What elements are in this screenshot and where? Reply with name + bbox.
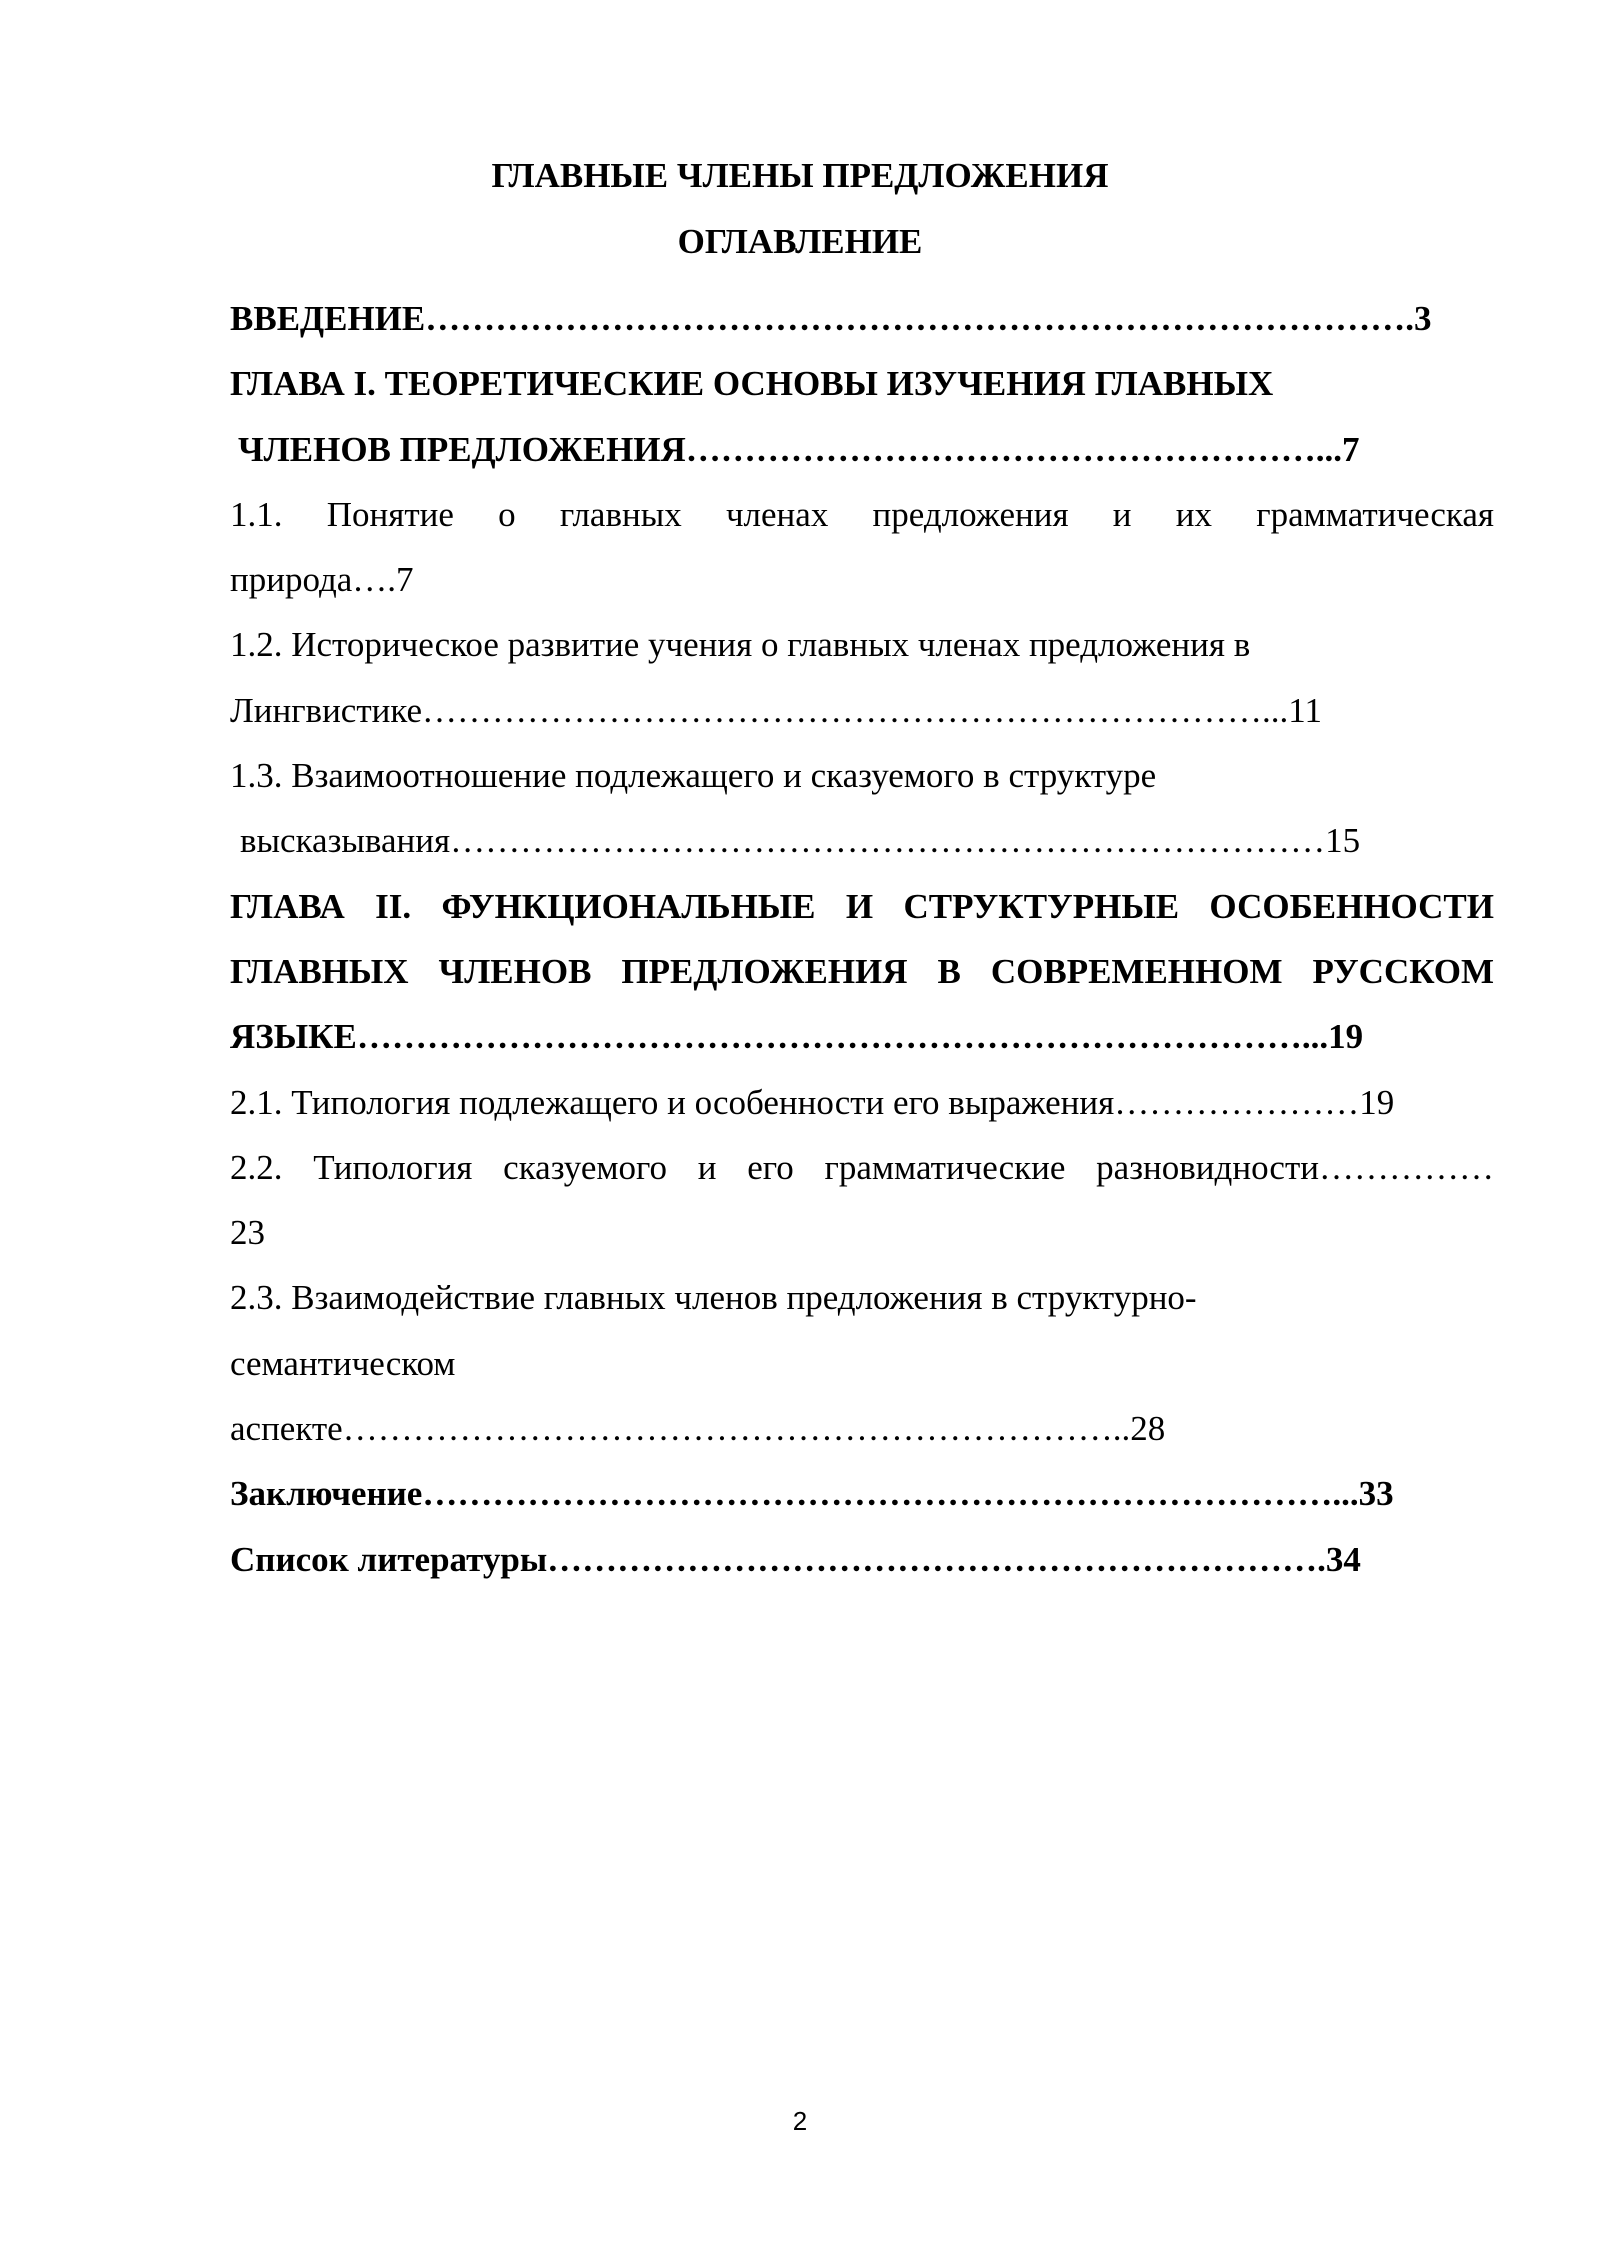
- toc-section-1-2: 1.2. Историческое развитие учения о главных членах предложения в: [230, 625, 1251, 665]
- table-of-contents: [230, 286, 1494, 1592]
- toc-section-1-1-cont: природа….7: [230, 560, 414, 600]
- toc-section-2-2-page: 23: [230, 1213, 265, 1253]
- toc-section-2-3: 2.3. Взаимодействие главных членов предложения в структурно-: [230, 1278, 1197, 1318]
- toc-chapter-2-title-cont: ГЛАВНЫХ ЧЛЕНОВ ПРЕДЛОЖЕНИЯ В СОВРЕМЕННОМ РУССКОМ: [230, 951, 1494, 991]
- toc-chapter-2-title-end: ЯЗЫКЕ………………………………………………………………………...19: [230, 1017, 1364, 1057]
- toc-section-1-1: 1.1. Понятие о главных членах предложения и их грамматическая: [230, 494, 1494, 534]
- toc-chapter-1-title-cont: ЧЛЕНОВ ПРЕДЛОЖЕНИЯ………………………………………………...7: [238, 429, 1360, 469]
- toc-conclusion: Заключение……………………………………………………………………...33: [230, 1474, 1394, 1514]
- toc-section-2-1: 2.1. Типология подлежащего и особенности его выражения…………………19: [230, 1082, 1395, 1122]
- page-number: 2: [792, 2106, 808, 2136]
- toc-introduction: ВВЕДЕНИЕ………………………………………………………………………….3: [230, 299, 1432, 338]
- toc-section-1-3-cont: высказывания…………………………………………………………………15: [240, 821, 1361, 861]
- toc-section-1-3: 1.3. Взаимоотношение подлежащего и сказуемого в структуре: [230, 756, 1157, 796]
- toc-section-2-3-cont: семантическом: [230, 1343, 456, 1383]
- toc-section-2-2: 2.2. Типология сказуемого и его грамматические разновидности……………: [230, 1147, 1494, 1187]
- toc-chapter-2-title: ГЛАВА II. ФУНКЦИОНАЛЬНЫЕ И СТРУКТУРНЫЕ ОСОБЕННОСТИ: [230, 886, 1494, 926]
- toc-bibliography: Список литературы………………………………………………………….34: [230, 1539, 1361, 1579]
- toc-section-2-3-end: аспекте…………………………………………………………..28: [230, 1409, 1166, 1449]
- toc-heading: ОГЛАВЛЕНИЕ: [677, 222, 923, 261]
- toc-section-1-2-cont: Лингвистике………………………………………………………………...11: [230, 690, 1322, 730]
- document-title: ГЛАВНЫЕ ЧЛЕНЫ ПРЕДЛОЖЕНИЯ: [491, 156, 1109, 195]
- toc-chapter-1-title: ГЛАВА I. ТЕОРЕТИЧЕСКИЕ ОСНОВЫ ИЗУЧЕНИЯ ГЛАВНЫХ: [230, 364, 1274, 404]
